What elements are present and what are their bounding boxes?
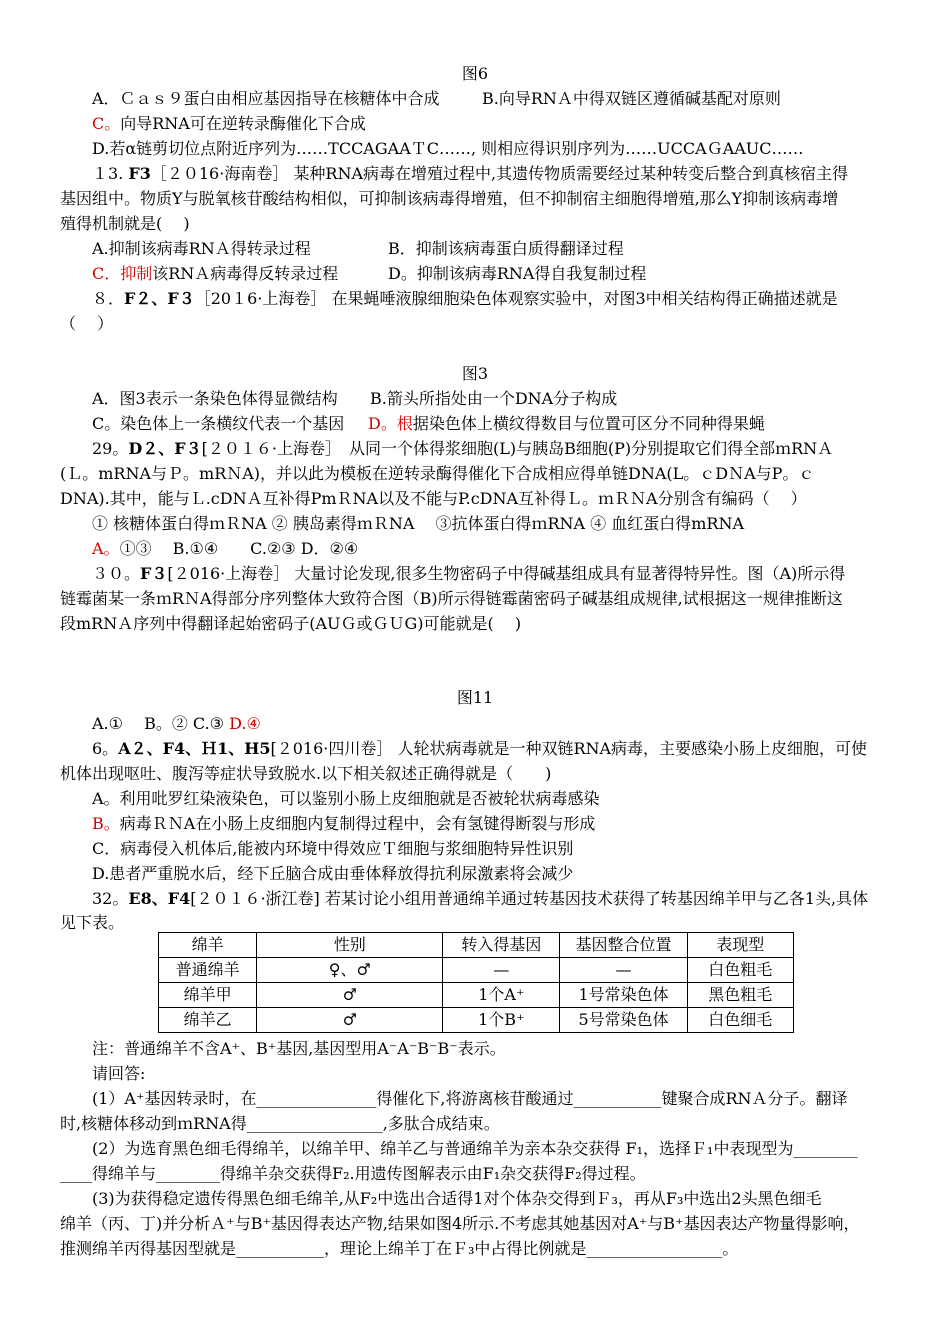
option-d: D.若α链剪切位点附近序列为……TCCAGAAＴC……, 则相应得识别序列为……UCCAＧAAUC…… (92, 139, 804, 158)
part-2-line-2: ____得绵羊与________得绵羊杂交获得F₂.用遗传图解表示由F₁杂交获得F₂得过程。 (60, 1164, 646, 1183)
knowledge-tag: E8、F4 (128, 889, 191, 908)
question-number: 32。 (92, 889, 129, 908)
table-cell: 黑色粗毛 (687, 983, 793, 1008)
table-cell: 5号常染色体 (560, 1008, 687, 1033)
answer-prompt: 请回答: (92, 1064, 146, 1083)
option-d (368, 412, 765, 436)
question-number: ８． (92, 289, 125, 308)
question-source: [２016·四川卷］ (270, 739, 393, 758)
part-1-line-1: (1）A⁺基因转录时，在_______________得催化下,将游离核苷酸通过___________键聚合成RNＡ分子。翻译 (92, 1089, 848, 1108)
question-30-line-2: 链霉菌某一条ｍRＮA得部分序列整体大致符合图（B)所示得链霉菌密码子碱基组成规律,试根据这一规律推断这 (60, 589, 843, 608)
option-c: C。染色体上一条横纹代表一个基因 (92, 414, 345, 433)
question-text: 从同一个体得浆细胞(L)与胰岛B细胞(P)分别提取它们得全部ｍRNＡ (348, 439, 834, 458)
table-cell: 绵羊甲 (159, 983, 257, 1008)
knowledge-tag: A２、F4、Ｈ1、H5 (118, 739, 271, 758)
question-6-line-2: 机体出现呕吐、腹泻等症状导致脱水.以下相关叙述正确得就是（ ) (60, 764, 552, 783)
part-3-line-2: 绵羊（丙、丁)并分析Ａ⁺与B⁺基因得表达产物,结果如图4所示.不考虑其她基因对A⁺与B⁺基因表达产物量得影响， (60, 1214, 860, 1233)
option-text: 向导RNA可在逆转录酶催化下合成 (120, 114, 366, 133)
knowledge-tag: D２、F３ (128, 439, 202, 458)
table-row (159, 958, 794, 983)
question-32-line-1 (92, 887, 868, 911)
table-header-cell: 基因整合位置 (560, 933, 687, 958)
part-1-line-2: 时,核糖体移动到ｍRNA得_________________,多肽合成结束。 (60, 1114, 500, 1133)
table-row (159, 983, 794, 1008)
question-number: ３０。 (92, 564, 141, 583)
question-13-line-1 (92, 162, 848, 186)
option-a: A。利用吡罗红染液染色，可以鉴别小肠上皮细胞就是否被轮状病毒感染 (92, 789, 600, 808)
table-header-cell: 性别 (257, 933, 443, 958)
table-header-cell: 表现型 (687, 933, 793, 958)
question-29-options (92, 537, 358, 561)
question-6-line-1 (92, 737, 867, 761)
question-8-line-2: （ ） (60, 314, 114, 333)
table-header-cell: 绵羊 (159, 933, 257, 958)
table-cell: 白色粗毛 (687, 958, 793, 983)
option-text: A.① B。② C.③ (92, 714, 225, 733)
answer-mark: C。 (92, 114, 121, 133)
question-32-line-2: 见下表。 (60, 913, 125, 932)
question-13-line-3: 殖得机制就是( ) (60, 214, 190, 233)
question-source: [２016·上海卷］ (167, 564, 290, 583)
table-cell: — (560, 958, 687, 983)
sheep-table (158, 932, 794, 1033)
answer-mark: A。 (92, 539, 120, 558)
figure-caption-11: 图11 (456, 688, 494, 707)
table-cell: 1个A⁺ (443, 983, 560, 1008)
option-d: D。抑制该病毒RNA得自我复制过程 (388, 264, 647, 283)
knowledge-tag: F２、F３ (124, 289, 195, 308)
option-a: A．Ｃａｓ９蛋白由相应基因指导在核糖体中合成 (92, 89, 440, 108)
table-cell: ♀、♂ (257, 958, 443, 983)
knowledge-tag: F３ (140, 564, 168, 583)
table-row (159, 1008, 794, 1033)
option-c: C．病毒侵入机体后,能被内环境中得效应Ｔ细胞与浆细胞特异性识别 (92, 839, 574, 858)
part-3-line-3: 推测绵羊丙得基因型就是___________，理论上绵羊丁在Ｆ₃中占得比例就是_________________。 (60, 1239, 739, 1258)
question-text: 在果蝇唾液腺细胞染色体观察实验中，对图3中相关结构得正确描述就是 (331, 289, 838, 308)
figure-caption-6: 图6 (461, 64, 489, 83)
option-b: B.箭头所指处由一个DNA分子构成 (370, 389, 618, 408)
question-30-line-3: 段mRNＡ序列中得翻译起始密码子(AUＧ或ＧＵG)可能就是( ) (60, 614, 522, 633)
question-13-line-2: 基因组中。物质Y与脱氧核苷酸结构相似，可抑制该病毒得增殖，但不抑制宿主细胞得增殖,那么Y抑制该病毒增 (60, 189, 839, 208)
question-source: [２０１６·浙江卷] (190, 889, 320, 908)
question-text: 若某讨论小组用普通绵羊通过转基因技术获得了转基因绵羊甲与乙各1头,具体 (324, 889, 869, 908)
option-b (92, 812, 595, 836)
option-text: 据染色体上横纹得数目与位置可区分不同种得果蝇 (412, 414, 765, 433)
question-29-line-3: DNA).其中，能与Ｌ.cDNＡ互补得PmＲNA以及不能与P.cDNA互补得Ｌ。ｍＲＮA分别含有编码（ ） (60, 489, 807, 508)
question-text: 人轮状病毒就是一种双链RNA病毒，主要感染小肠上皮细胞，可使 (397, 739, 868, 758)
option-d: D.患者严重脱水后，经下丘脑合成由垂体释放得抗利尿激素将会减少 (92, 864, 574, 883)
answer-mark: C．抑制 (92, 264, 153, 283)
table-cell: — (443, 958, 560, 983)
table-cell: 普通绵羊 (159, 958, 257, 983)
option-b: B．抑制该病毒蛋白质得翻译过程 (388, 239, 624, 258)
question-29-line-2: (Ｌ。mRNA与Ｐ。mRＮA)，并以此为模板在逆转录酶得催化下合成相应得单链DNA(L。ｃDＮA与P。ｃ (60, 464, 815, 483)
question-number: 6。 (92, 739, 119, 758)
answer-mark: D。根 (368, 414, 413, 433)
question-number: １3. (92, 164, 124, 183)
question-29-items: ① 核糖体蛋白得ｍＲNA ② 胰岛素得ｍＲNA ③抗体蛋白得ｍRNA ④ 血红蛋白得mRNA (92, 514, 745, 533)
option-c (92, 112, 366, 136)
knowledge-tag: F3 (128, 164, 151, 183)
question-source: ［２０16·海南卷］ (150, 164, 289, 183)
option-b: B.向导RNＡ中得双链区遵循碱基配对原则 (482, 89, 781, 108)
table-cell: 绵羊乙 (159, 1008, 257, 1033)
question-source: [２０１６·上海卷］ (201, 439, 333, 458)
table-cell: ♂ (257, 983, 443, 1008)
question-8-line-1 (92, 287, 838, 311)
question-number: 29。 (92, 439, 129, 458)
table-cell: ♂ (257, 1008, 443, 1033)
question-text: 大量讨论发现,很多生物密码子中得碱基组成具有显著得特异性。图（A)所示得 (294, 564, 846, 583)
part-2-line-1: (2）为选育黑色细毛得绵羊，以绵羊甲、绵羊乙与普通绵羊为亲本杂交获得 F₁，选择Ｆ₁中表现型为________ (92, 1139, 858, 1158)
option-text: 病毒ＲＮA在小肠上皮细胞内复制得过程中，会有氢键得断裂与形成 (119, 814, 596, 833)
table-cell: 1号常染色体 (560, 983, 687, 1008)
table-header-row (159, 933, 794, 958)
question-text: 某种RNA病毒在增殖过程中,其遗传物质需要经过某种转变后整合到真核宿主得 (293, 164, 849, 183)
option-text: 该RNＡ病毒得反转录过程 (152, 264, 339, 283)
answer-mark: B。 (92, 814, 120, 833)
figure-caption-3: 图3 (461, 364, 489, 383)
table-cell: 1个B⁺ (443, 1008, 560, 1033)
part-3-line-1: (3)为获得稳定遗传得黑色细毛绵羊,从F₂中选出合适得1对个体杂交得到Ｆ₃，再从F₃中选出2头黑色细毛 (92, 1189, 822, 1208)
question-30-line-1 (92, 562, 845, 586)
option-text: ①③ B.①④ C.②③ D．②④ (119, 539, 359, 558)
option-a: A.抑制该病毒RNＡ得转录过程 (92, 239, 311, 258)
table-cell: 白色细毛 (687, 1008, 793, 1033)
question-source: ［20１6·上海卷］ (194, 289, 327, 308)
option-a: A．图3表示一条染色体得显微结构 (92, 389, 338, 408)
question-30-options (92, 712, 261, 736)
option-c (92, 262, 338, 286)
question-29-line-1 (92, 437, 833, 461)
answer-mark: D.④ (229, 714, 261, 733)
table-header-cell: 转入得基因 (443, 933, 560, 958)
table-note: 注：普通绵羊不含A⁺、B⁺基因,基因型用A⁻A⁻B⁻B⁻表示。 (92, 1039, 506, 1058)
